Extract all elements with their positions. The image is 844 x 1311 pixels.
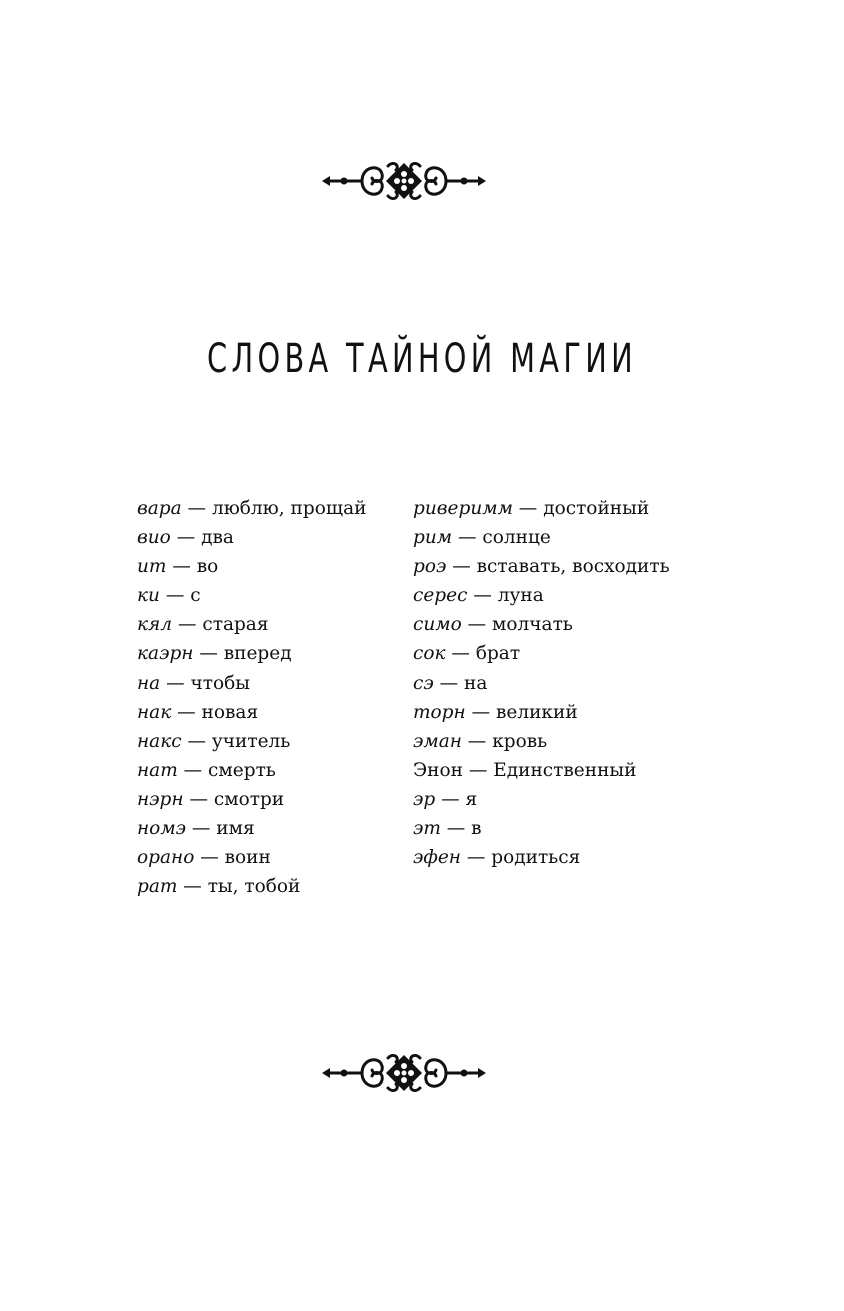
em-dash-separator: — [461, 730, 493, 752]
glossary-entry [413, 843, 670, 872]
glossary-meaning: два [201, 527, 234, 549]
glossary-entry [137, 639, 366, 668]
glossary-entry [137, 523, 366, 552]
glossary-entry [413, 639, 670, 668]
glossary-term: накс [137, 730, 182, 752]
em-dash-separator: — [460, 847, 492, 869]
em-dash-separator: — [194, 847, 225, 869]
glossary-meaning: Единственный [493, 759, 637, 781]
glossary-term: ит [137, 556, 167, 578]
glossary-entry [137, 610, 366, 639]
glossary-meaning: смотри [213, 788, 285, 810]
glossary-entry [413, 610, 670, 639]
flourish-ornament-icon [322, 1046, 486, 1100]
glossary-entry [137, 785, 366, 814]
glossary-term: нат [137, 759, 178, 781]
glossary-term: орано [137, 847, 195, 869]
em-dash-separator: — [172, 614, 203, 636]
glossary-meaning: молчать [492, 614, 573, 636]
glossary-meaning: вперед [223, 643, 292, 665]
em-dash-separator: — [171, 701, 202, 723]
page-title: СЛОВА ТАЙНОЙ МАГИИ [207, 336, 637, 382]
glossary-entry [413, 523, 670, 552]
glossary-term: эман [413, 730, 462, 752]
em-dash-separator: — [512, 498, 544, 519]
glossary-term: вио [137, 527, 171, 549]
glossary-meaning: брат [475, 643, 521, 665]
glossary-meaning: имя [216, 818, 255, 840]
glossary-entry [137, 814, 366, 843]
glossary-entry [413, 756, 670, 785]
em-dash-separator: — [446, 556, 477, 578]
em-dash-separator: — [440, 818, 472, 840]
glossary-meaning: на [464, 672, 488, 694]
em-dash-separator: — [186, 818, 217, 840]
glossary-meaning: учитель [211, 730, 291, 752]
glossary-term: каэрн [137, 643, 194, 665]
glossary-column-right [413, 494, 670, 872]
glossary-entry [413, 785, 670, 814]
glossary-term: вара [137, 498, 182, 519]
em-dash-separator: — [183, 788, 214, 810]
glossary-term: риверимм [413, 498, 513, 519]
glossary-term: симо [413, 614, 462, 636]
glossary-column-left [137, 494, 366, 901]
glossary-meaning: в [471, 818, 482, 840]
glossary-meaning: кровь [492, 730, 548, 752]
glossary-entry [413, 814, 670, 843]
glossary-meaning: воин [224, 847, 271, 869]
glossary-meaning: родиться [491, 847, 581, 869]
em-dash-separator: — [177, 759, 209, 781]
glossary-term: рим [413, 527, 453, 549]
em-dash-separator: — [160, 672, 191, 694]
em-dash-separator: — [445, 643, 476, 665]
glossary-meaning: старая [202, 614, 269, 636]
glossary-term: нэрн [137, 788, 184, 810]
glossary-term: торн [413, 701, 466, 723]
em-dash-separator: — [461, 614, 493, 636]
em-dash-separator: — [452, 527, 483, 549]
glossary-entry [137, 843, 366, 872]
glossary-meaning: люблю, прощай [211, 498, 367, 519]
glossary-meaning: чтобы [190, 672, 250, 694]
glossary-entry [137, 872, 366, 901]
em-dash-separator: — [181, 730, 212, 752]
glossary-entry [413, 494, 670, 523]
em-dash-separator: — [166, 556, 197, 578]
glossary-meaning: достойный [543, 498, 650, 519]
em-dash-separator: — [435, 788, 466, 810]
glossary-term: на [137, 672, 161, 694]
glossary-term: номэ [137, 818, 187, 840]
glossary-entry [413, 727, 670, 756]
em-dash-separator: — [465, 701, 496, 723]
glossary-entry [413, 581, 670, 610]
glossary-meaning: вставать, восходить [476, 556, 670, 578]
glossary-meaning: солнце [482, 527, 551, 549]
glossary-entry [137, 552, 366, 581]
glossary-meaning: смерть [208, 759, 276, 781]
glossary-term: эфен [413, 847, 461, 869]
glossary-entry [413, 552, 670, 581]
em-dash-separator: — [433, 672, 464, 694]
em-dash-separator: — [177, 876, 208, 898]
glossary-meaning: во [196, 556, 219, 578]
em-dash-separator: — [193, 643, 224, 665]
em-dash-separator: — [462, 759, 494, 781]
glossary-entry [137, 581, 366, 610]
em-dash-separator: — [467, 585, 498, 607]
glossary-meaning: с [190, 585, 201, 607]
glossary-term: нак [137, 701, 172, 723]
glossary-term: сок [413, 643, 446, 665]
em-dash-separator: — [181, 498, 212, 519]
flourish-ornament-icon [322, 154, 486, 208]
glossary-entry [137, 669, 366, 698]
glossary-term: роэ [413, 556, 447, 578]
glossary-entry [137, 756, 366, 785]
glossary-meaning: луна [497, 585, 544, 607]
glossary-term: кял [137, 614, 173, 636]
glossary-term: эт [413, 818, 441, 840]
glossary-entry [413, 698, 670, 727]
glossary-entry [137, 698, 366, 727]
em-dash-separator: — [170, 527, 202, 549]
glossary-term: сэ [413, 672, 434, 694]
glossary-term: ки [137, 585, 160, 607]
em-dash-separator: — [159, 585, 191, 607]
glossary-entry [137, 494, 366, 523]
glossary-term: эр [413, 788, 436, 810]
glossary-entry [137, 727, 366, 756]
glossary-term: серес [413, 585, 468, 607]
glossary-meaning: я [465, 788, 478, 810]
glossary-meaning: ты, тобой [207, 876, 301, 898]
glossary-meaning: новая [201, 701, 259, 723]
glossary-entry [413, 669, 670, 698]
glossary-meaning: великий [495, 701, 578, 723]
glossary-term: рат [137, 876, 178, 898]
glossary-term: Энон [413, 759, 463, 781]
